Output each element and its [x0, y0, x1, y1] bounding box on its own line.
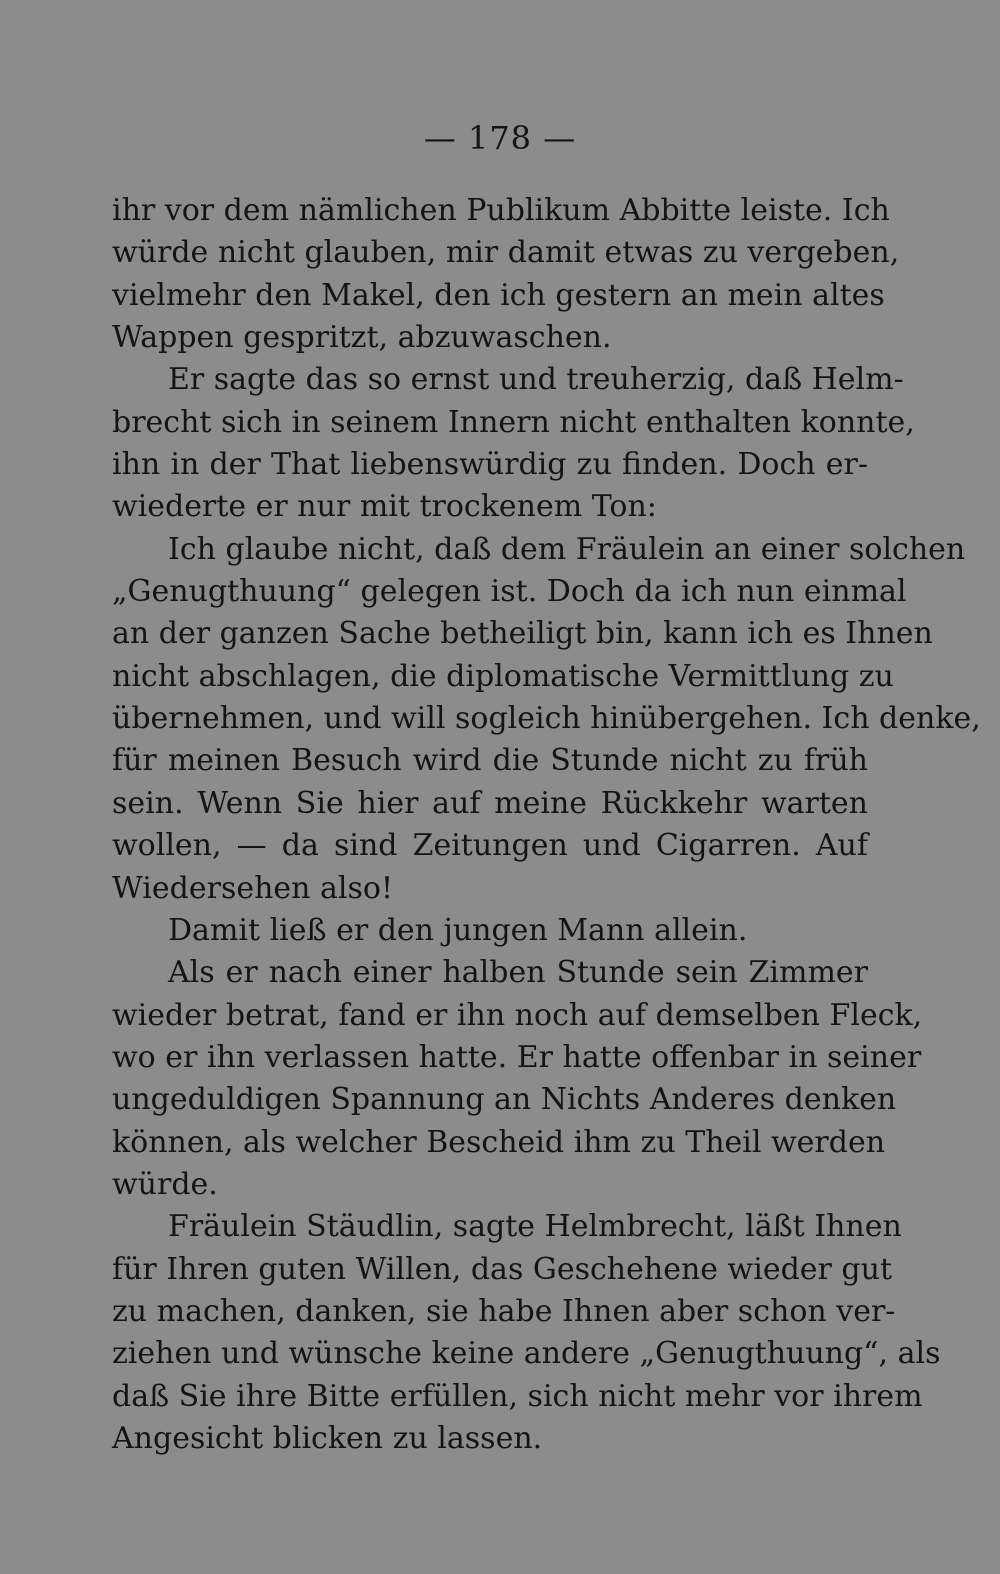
text-line: Damit ließ er den jungen Mann allein.: [168, 912, 748, 948]
text-line: ihn in der That liebenswürdig zu finden. Doch er-: [112, 447, 868, 483]
text-line: wiederte er nur mit trockenem Ton:: [112, 489, 657, 525]
text-line: sein. Wenn Sie hier auf meine Rückkehr warten: [112, 785, 868, 821]
text-line: übernehmen, und will sogleich hinübergehen. Ich denke,: [112, 701, 981, 737]
text-line: Fräulein Stäudlin, sagte Helmbrecht, läßt Ihnen: [168, 1209, 902, 1245]
text-line: Angesicht blicken zu lassen.: [112, 1420, 543, 1456]
text-line: wieder betrat, fand er ihn noch auf demselben Fleck,: [112, 997, 923, 1033]
text-line: wollen, — da sind Zeitungen und Cigarren. Auf: [112, 828, 868, 864]
text-line: würde nicht glauben, mir damit etwas zu vergeben,: [112, 235, 900, 271]
text-line: ungeduldigen Spannung an Nichts Anderes denken: [112, 1082, 897, 1118]
text-line: an der ganzen Sache betheiligt bin, kann ich es Ihnen: [112, 616, 933, 652]
text-line: Als er nach einer halben Stunde sein Zimmer: [168, 955, 868, 991]
text-line: Wappen gespritzt, abzuwaschen.: [112, 320, 612, 356]
text-line: zu machen, danken, sie habe Ihnen aber schon ver-: [112, 1293, 896, 1329]
text-line: würde.: [112, 1166, 218, 1202]
text-line: können, als welcher Bescheid ihm zu Theil werden: [112, 1124, 886, 1160]
text-line: Ich glaube nicht, daß dem Fräulein an einer solchen: [168, 531, 966, 567]
text-line: „Genugthuung“ gelegen ist. Doch da ich nun einmal: [112, 574, 907, 610]
page-number: — 178 —: [423, 119, 577, 157]
text-line: Er sagte das so ernst und treuherzig, daß Helm-: [168, 362, 904, 398]
text-line: brecht sich in seinem Innern nicht enthalten konnte,: [112, 404, 915, 440]
text-line: ihr vor dem nämlichen Publikum Abbitte leiste. Ich: [112, 193, 890, 228]
text-line: ziehen und wünsche keine andere „Genugthuung“, als: [112, 1336, 941, 1372]
text-line: vielmehr den Makel, den ich gestern an mein altes: [112, 277, 885, 313]
text-line: daß Sie ihre Bitte erfüllen, sich nicht mehr vor ihrem: [112, 1378, 923, 1414]
text-line: für Ihren guten Willen, das Geschehene wieder gut: [112, 1251, 892, 1287]
text-line: nicht abschlagen, die diplomatische Vermittlung zu: [112, 658, 894, 694]
text-line: Wiedersehen also!: [112, 870, 394, 906]
text-line: für meinen Besuch wird die Stunde nicht zu früh: [112, 743, 868, 779]
body-text: [112, 190, 981, 1460]
text-line: wo er ihn verlassen hatte. Er hatte offenbar in seiner: [112, 1039, 922, 1075]
